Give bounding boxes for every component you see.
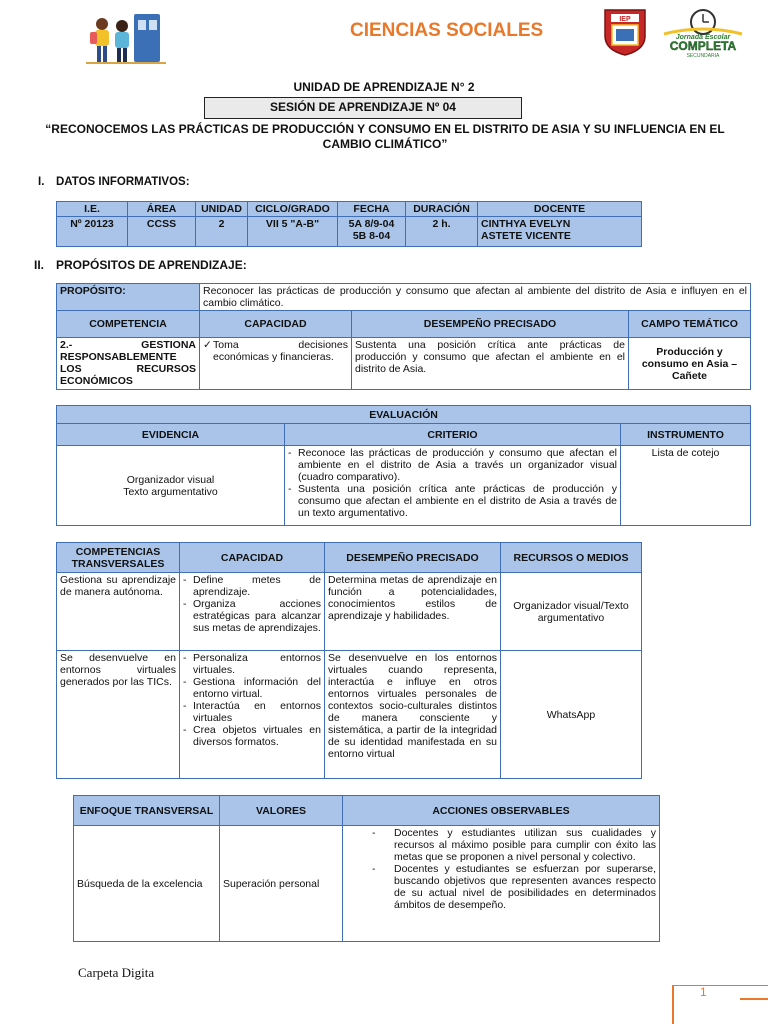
approach-header-acciones: ACCIONES OBSERVABLES	[343, 796, 660, 826]
session-label: SESIÓN DE APRENDIZAJE Nº 04	[204, 97, 522, 119]
approach-header-enfoque: ENFOQUE TRANSVERSAL	[74, 796, 220, 826]
info-docente-line2: ASTETE VICENTE	[481, 230, 571, 242]
evaluation-header-evidencia: EVIDENCIA	[57, 424, 285, 446]
section-datos-informativos	[38, 176, 190, 188]
school-shield-logo	[603, 8, 647, 59]
section-number: I.	[38, 176, 45, 188]
transversal-capacidad	[180, 651, 325, 779]
page-divider	[740, 998, 768, 1000]
criterio-item: - Reconoce las prácticas de producción y consumo que afectan el ambiente en el distrito de Asia a través un organizador visual (cuadro comparativo).	[288, 447, 617, 483]
purpose-header-desempeno: DESEMPEÑO PRECISADO	[352, 311, 629, 338]
info-unidad: 2	[196, 217, 248, 247]
evaluation-header-instrumento: INSTRUMENTO	[621, 424, 751, 446]
jornada-escolar-completa-logo	[660, 8, 746, 61]
accion-item: - Docentes y estudiantes se esfuerzan por superarse, buscando objetivos que representen avances respecto de su actual nivel de posibilidades en determinados ámbitos de desempeño.	[372, 863, 656, 911]
info-duracion: 2 h.	[406, 217, 478, 247]
evaluation-instrumento: Lista de cotejo	[621, 446, 751, 526]
section-propositos	[34, 258, 247, 272]
transversal-recurso: Organizador visual/Texto argumentativo	[501, 573, 642, 651]
purpose-capacidad	[200, 338, 352, 390]
info-table	[56, 201, 642, 247]
info-fecha-b: 5B 8-04	[352, 230, 391, 242]
purpose-campo: Producción y consumo en Asia – Cañete	[629, 338, 751, 390]
info-docente-line1: CINTHYA EVELYN	[481, 218, 571, 230]
evidencia-1: Organizador visual	[126, 473, 215, 486]
info-fecha-a: 5A 8/9-04	[348, 218, 395, 230]
page-frame-edge	[672, 985, 674, 1024]
approach-enfoque: Búsqueda de la excelencia	[74, 826, 220, 942]
footer-text: Carpeta Digita	[78, 965, 155, 980]
transversal-header-capacidad: CAPACIDAD	[180, 543, 325, 573]
info-ie: Nº 20123	[57, 217, 128, 247]
purpose-text: Reconocer las prácticas de producción y consumo que afectan al ambiente del distrito de Asia e influyen en el cambio climático.	[200, 284, 751, 311]
purpose-header-campo: CAMPO TEMÁTICO	[629, 311, 751, 338]
evaluation-header-criterio: CRITERIO	[285, 424, 621, 446]
evidencia-2: Texto argumentativo	[123, 485, 218, 498]
info-header-ciclo: CICLO/GRADO	[248, 202, 338, 217]
page-frame	[672, 985, 768, 1024]
criterio-item: - Sustenta una posición crítica ante prácticas de producción y consumo que afectan el ambiente en el distrito de Asia a través de un texto argumentativo.	[288, 483, 617, 519]
section-title: DATOS INFORMATIVOS:	[56, 176, 190, 188]
info-header-duracion: DURACIÓN	[406, 202, 478, 217]
info-header-unidad: UNIDAD	[196, 202, 248, 217]
info-header-docente: DOCENTE	[478, 202, 642, 217]
students-illustration	[86, 12, 166, 69]
evaluation-criterio	[285, 446, 621, 526]
competencia-number: 2.-	[60, 339, 73, 351]
approach-valores: Superación personal	[220, 826, 343, 942]
section-title: PROPÓSITOS DE APRENDIZAJE:	[56, 258, 247, 272]
info-fecha	[338, 217, 406, 247]
page-number: 1	[700, 985, 707, 999]
purpose-header-competencia: COMPETENCIA	[57, 311, 200, 338]
capacidad-item: - Interactúa en entornos virtuales	[183, 700, 321, 724]
jec-logo-line2: COMPLETA	[669, 39, 737, 53]
approach-header-valores: VALORES	[220, 796, 343, 826]
session-title: “RECONOCEMOS LAS PRÁCTICAS DE PRODUCCIÓN Y CONSUMO EN EL DISTRITO DE ASIA Y SU INFLUENCIA EN EL CAMBIO CLIMÁTICO”	[45, 122, 725, 151]
purpose-table	[56, 283, 751, 390]
approach-table	[73, 795, 660, 942]
transversal-desempeno: Determina metas de aprendizaje en función a potencialidades, conocimientos estilos de aprendizaje y habilidades.	[325, 573, 501, 651]
capacidad-item: - Organiza acciones estratégicas para alcanzar sus metas de aprendizajes.	[183, 598, 321, 634]
info-header-area: ÁREA	[128, 202, 196, 217]
purpose-desempeno: Sustenta una posición crítica ante prácticas de producción y consumo que afectan el ambiente en el distrito de Asia.	[352, 338, 629, 390]
info-docente	[478, 217, 642, 247]
transversal-competencia: Se desenvuelve en entornos virtuales generados por las TICs.	[57, 651, 180, 779]
jec-logo-line1: Jornada Escolar	[675, 34, 731, 41]
purpose-label: PROPÓSITO:	[57, 284, 200, 311]
capacidad-item: - Define metes de aprendizaje.	[183, 574, 321, 598]
evaluation-evidencia	[57, 446, 285, 526]
course-title: CIENCIAS SOCIALES	[350, 20, 544, 41]
accion-item: - Docentes y estudiantes utilizan sus cualidades y recursos al máximo posible para cumplir con éxito las metas que se proponen a nivel personal y colectivo.	[372, 827, 656, 863]
iep-logo-text: IEP	[619, 16, 631, 23]
transversal-recurso: WhatsApp	[501, 651, 642, 779]
transversal-capacidad	[180, 573, 325, 651]
transversal-header-recursos: RECURSOS O MEDIOS	[501, 543, 642, 573]
purpose-competencia	[57, 338, 200, 390]
capacidad-item: - Crea objetos virtuales en diversos formatos.	[183, 724, 321, 748]
section-number: II.	[34, 258, 45, 272]
approach-acciones	[343, 826, 660, 942]
capacidad-item: - Gestiona información del entorno virtual.	[183, 676, 321, 700]
info-ciclo: VII 5 "A-B"	[248, 217, 338, 247]
transversal-table	[56, 542, 642, 779]
purpose-header-capacidad: CAPACIDAD	[200, 311, 352, 338]
info-header-ie: I.E.	[57, 202, 128, 217]
info-header-fecha: FECHA	[338, 202, 406, 217]
unit-title: UNIDAD DE APRENDIZAJE N° 2	[293, 80, 475, 94]
capacidad-item: ✓ Toma decisiones económicas y financieras.	[203, 339, 348, 363]
transversal-competencia: Gestiona su aprendizaje de manera autónoma.	[57, 573, 180, 651]
jec-logo-line3: SECUNDARIA	[686, 53, 720, 58]
competencia-text: GESTIONA RESPONSABLEMENTE LOS RECURSOS ECONÓMICOS	[60, 339, 196, 387]
info-area: CCSS	[128, 217, 196, 247]
transversal-desempeno: Se desenvuelve en los entornos virtuales cuando representa, interactúa e influye en otros entornos virtuales personales de contextos socio-culturales distintos de manera consciente y sistemática, a partir de la integridad de su identidad manifestada en su entorno virtual	[325, 651, 501, 779]
capacidad-item: - Personaliza entornos virtuales.	[183, 652, 321, 676]
transversal-header-competencias: COMPETENCIAS TRANSVERSALES	[57, 543, 180, 573]
transversal-header-desempeno: DESEMPEÑO PRECISADO	[325, 543, 501, 573]
evaluation-table	[56, 405, 751, 526]
evaluation-title: EVALUACIÓN	[57, 406, 751, 424]
